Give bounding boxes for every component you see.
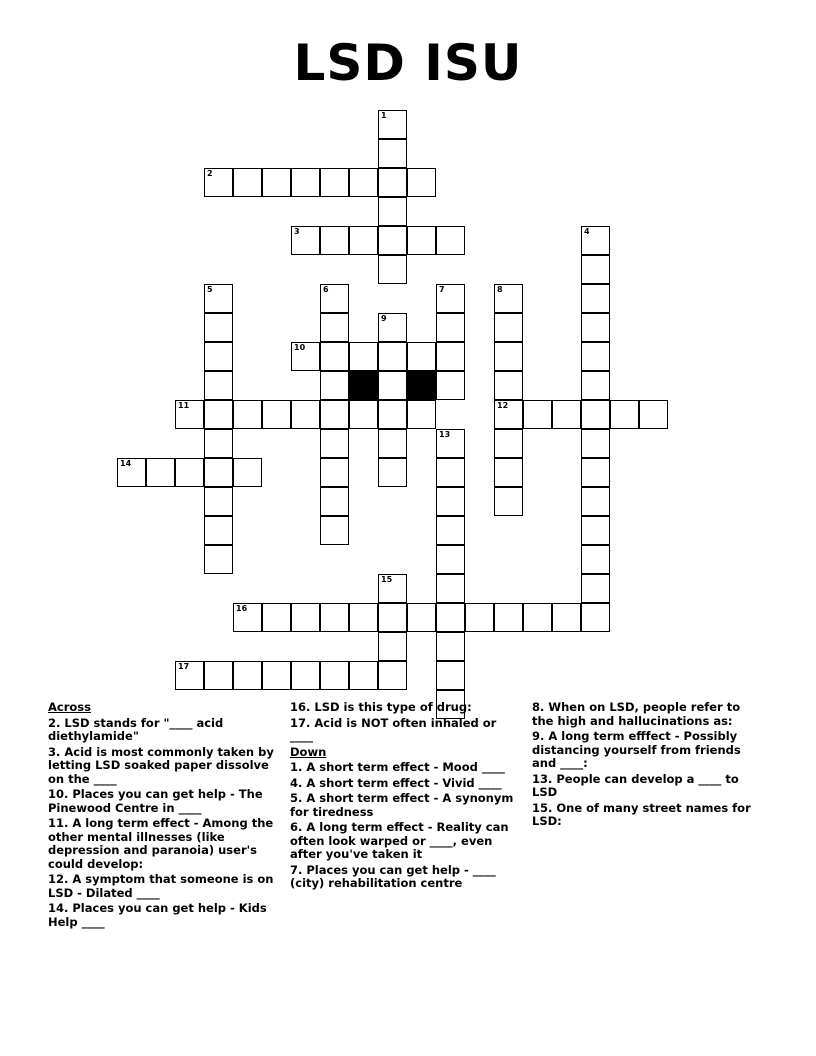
- clue-number: 9: [381, 314, 387, 323]
- grid-cell[interactable]: [204, 400, 233, 429]
- down-clue-list-1: [290, 761, 520, 891]
- grid-cell[interactable]: [291, 661, 320, 690]
- down-heading: Down: [290, 744, 327, 759]
- down-clue-list-2: [532, 701, 762, 829]
- grid-cell[interactable]: [407, 168, 436, 197]
- grid-cell[interactable]: [378, 168, 407, 197]
- grid-cell[interactable]: [233, 400, 262, 429]
- clues-column-1: [48, 701, 278, 931]
- clue-item-text: LSD is this type of drug:: [310, 700, 472, 714]
- grid-cell[interactable]: [581, 371, 610, 400]
- grid-cell[interactable]: [436, 516, 465, 545]
- clue-item-text: When on LSD, people refer to the high and hallucinations as:: [532, 700, 741, 728]
- grid-cell[interactable]: [320, 603, 349, 632]
- grid-cell[interactable]: [407, 342, 436, 371]
- clue-item-number: 10.: [48, 787, 69, 801]
- grid-cell[interactable]: [204, 284, 233, 313]
- grid-cell[interactable]: [291, 342, 320, 371]
- grid-cell[interactable]: [262, 400, 291, 429]
- grid-cell[interactable]: [320, 313, 349, 342]
- across-heading: Across: [48, 700, 91, 714]
- grid-cell[interactable]: [378, 429, 407, 458]
- grid-cell[interactable]: [378, 603, 407, 632]
- clue-number: 5: [207, 285, 213, 294]
- grid-cell[interactable]: [552, 400, 581, 429]
- grid-cell[interactable]: [291, 400, 320, 429]
- clue-item-text: A symptom that someone is on LSD - Dilated ____: [48, 872, 274, 900]
- clue-item: [48, 873, 278, 900]
- clue-item-text: A long term efffect - Possibly distancing yourself from friends and ____:: [532, 729, 741, 770]
- grid-cell[interactable]: [204, 371, 233, 400]
- clue-number: 4: [584, 227, 590, 236]
- grid-cell[interactable]: [378, 574, 407, 603]
- clue-item-text: A short term effect - Mood ____: [302, 760, 505, 774]
- clue-number: 6: [323, 285, 329, 294]
- grid-cell[interactable]: [378, 371, 407, 400]
- clue-number: 13: [439, 430, 451, 439]
- grid-cell[interactable]: [436, 371, 465, 400]
- clue-item-number: 12.: [48, 872, 69, 886]
- grid-cell[interactable]: [494, 429, 523, 458]
- grid-cell[interactable]: [581, 255, 610, 284]
- clue-item: [48, 817, 278, 871]
- grid-cell[interactable]: [581, 458, 610, 487]
- clue-number: 15: [381, 575, 393, 584]
- grid-cell[interactable]: [407, 226, 436, 255]
- grid-cell[interactable]: [291, 603, 320, 632]
- grid-cell[interactable]: [436, 632, 465, 661]
- grid-cell[interactable]: [320, 284, 349, 313]
- grid-cell[interactable]: [581, 574, 610, 603]
- grid-cell[interactable]: [204, 313, 233, 342]
- grid-cell[interactable]: [204, 487, 233, 516]
- clue-item-text: A long term effect - Reality can often look warped or ____, even after you've taken it: [290, 820, 509, 861]
- clue-number: 16: [236, 604, 248, 613]
- grid-cell[interactable]: [262, 661, 291, 690]
- clue-item: [290, 792, 520, 819]
- clues-column-2: [290, 701, 520, 893]
- clue-number: 11: [178, 401, 190, 410]
- clue-item-number: 9.: [532, 729, 545, 743]
- grid-cell[interactable]: [639, 400, 668, 429]
- grid-cell[interactable]: [204, 429, 233, 458]
- clue-number: 8: [497, 285, 503, 294]
- clue-item: [48, 746, 278, 787]
- grid-cell[interactable]: [581, 400, 610, 429]
- puzzle-title: LSD ISU: [293, 34, 523, 92]
- clue-item-text: A short term effect - Vivid ____: [302, 775, 502, 790]
- grid-cell[interactable]: [436, 313, 465, 342]
- clue-number: 10: [294, 343, 306, 352]
- grid-cell[interactable]: [581, 603, 610, 632]
- clue-item: [532, 773, 762, 800]
- grid-cell[interactable]: [436, 574, 465, 603]
- clues-column-3: [532, 701, 762, 831]
- grid-cell[interactable]: [436, 284, 465, 313]
- clue-item-number: 8.: [532, 700, 545, 714]
- clue-item-number: 16.: [290, 700, 311, 714]
- clue-item-text: Acid is NOT often inhaled or ____: [290, 715, 497, 743]
- clue-item: [290, 701, 520, 715]
- clue-item-text: People can develop a ____ to LSD: [532, 771, 739, 799]
- grid-cell[interactable]: [407, 400, 436, 429]
- clue-item-number: 11.: [48, 816, 69, 830]
- grid-cell[interactable]: [494, 400, 523, 429]
- grid-cell[interactable]: [349, 661, 378, 690]
- grid-cell[interactable]: [378, 197, 407, 226]
- grid-cell[interactable]: [523, 603, 552, 632]
- clue-number: 3: [294, 227, 300, 236]
- grid-cell[interactable]: [204, 342, 233, 371]
- grid-cell[interactable]: [291, 168, 320, 197]
- clue-item-number: 14.: [48, 901, 69, 915]
- clue-item: [532, 730, 762, 771]
- clue-item-text: Acid is most commonly taken by letting LSD soaked paper dissolve on the ____: [48, 744, 274, 786]
- grid-cell[interactable]: [494, 603, 523, 632]
- grid-cell[interactable]: [581, 516, 610, 545]
- grid-cell[interactable]: [581, 284, 610, 313]
- grid-cell[interactable]: [378, 226, 407, 255]
- grid-cell[interactable]: [349, 603, 378, 632]
- grid-cell[interactable]: [204, 168, 233, 197]
- grid-cell[interactable]: [175, 400, 204, 429]
- grid-cell[interactable]: [465, 603, 494, 632]
- grid-cell[interactable]: [610, 400, 639, 429]
- grid-cell[interactable]: [523, 400, 552, 429]
- grid-cell[interactable]: [378, 255, 407, 284]
- clue-item-number: 1.: [290, 760, 303, 774]
- clue-item-number: 17.: [290, 715, 311, 730]
- clue-item: [48, 717, 278, 744]
- clue-item: [532, 802, 762, 829]
- clue-number: 1: [381, 111, 387, 120]
- grid-cell[interactable]: [581, 487, 610, 516]
- grid-cell[interactable]: [204, 516, 233, 545]
- grid-cell[interactable]: [494, 487, 523, 516]
- grid-cell[interactable]: [262, 603, 291, 632]
- clue-number: 17: [178, 662, 190, 671]
- grid-cell[interactable]: [320, 458, 349, 487]
- grid-cell[interactable]: [436, 226, 465, 255]
- grid-cell[interactable]: [581, 342, 610, 371]
- grid-cell[interactable]: [436, 342, 465, 371]
- grid-cell[interactable]: [552, 603, 581, 632]
- clue-number: 2: [207, 169, 213, 178]
- grid-cell[interactable]: [436, 545, 465, 574]
- grid-cell[interactable]: [233, 661, 262, 690]
- clue-item-text: Places you can get help - Kids Help ____: [48, 901, 267, 929]
- shaded-cell: [407, 371, 436, 400]
- grid-cell[interactable]: [320, 487, 349, 516]
- grid-cell[interactable]: [320, 226, 349, 255]
- clue-item-text: A short term effect - A synonym for tiredness: [290, 791, 514, 819]
- grid-cell[interactable]: [320, 429, 349, 458]
- grid-cell[interactable]: [378, 110, 407, 139]
- grid-cell[interactable]: [349, 400, 378, 429]
- clue-number: 7: [439, 285, 445, 294]
- grid-cell[interactable]: [204, 458, 233, 487]
- grid-cell[interactable]: [436, 487, 465, 516]
- grid-cell[interactable]: [204, 661, 233, 690]
- grid-cell[interactable]: [320, 661, 349, 690]
- clue-item-number: 7.: [290, 862, 303, 877]
- shaded-cell: [349, 371, 378, 400]
- grid-cell[interactable]: [581, 545, 610, 574]
- grid-cell[interactable]: [233, 603, 262, 632]
- grid-cell[interactable]: [494, 342, 523, 371]
- grid-cell[interactable]: [320, 516, 349, 545]
- grid-cell[interactable]: [320, 400, 349, 429]
- grid-cell[interactable]: [407, 603, 436, 632]
- clue-number: 14: [120, 459, 132, 468]
- clue-item-number: 4.: [290, 775, 303, 790]
- grid-cell[interactable]: [581, 429, 610, 458]
- clue-item-number: 2.: [48, 715, 61, 730]
- grid-cell[interactable]: [233, 458, 262, 487]
- grid-cell[interactable]: [378, 400, 407, 429]
- grid-cell[interactable]: [378, 632, 407, 661]
- grid-cell[interactable]: [349, 342, 378, 371]
- grid-cell[interactable]: [175, 661, 204, 690]
- clue-item-text: One of many street names for LSD:: [532, 800, 751, 828]
- clue-item-number: 3.: [48, 744, 61, 759]
- grid-cell[interactable]: [233, 168, 262, 197]
- grid-cell[interactable]: [291, 226, 320, 255]
- grid-cell[interactable]: [494, 371, 523, 400]
- clue-item: [532, 701, 762, 728]
- clue-item-number: 15.: [532, 800, 553, 815]
- grid-cell[interactable]: [320, 342, 349, 371]
- grid-cell[interactable]: [494, 284, 523, 313]
- clue-item: [48, 788, 278, 815]
- grid-cell[interactable]: [581, 226, 610, 255]
- grid-cell[interactable]: [378, 458, 407, 487]
- grid-cell[interactable]: [494, 313, 523, 342]
- clue-item: [290, 777, 520, 791]
- grid-cell[interactable]: [378, 342, 407, 371]
- grid-cell[interactable]: [494, 458, 523, 487]
- across-clue-list-2: [290, 701, 520, 744]
- clue-number: 12: [497, 401, 509, 410]
- grid-cell[interactable]: [436, 603, 465, 632]
- clue-item-number: 13.: [532, 771, 553, 786]
- clue-item-text: Places you can get help - ____ (city) rehabilitation centre: [290, 862, 496, 890]
- grid-cell[interactable]: [320, 371, 349, 400]
- grid-cell[interactable]: [436, 429, 465, 458]
- clue-item: [290, 821, 520, 862]
- clue-item: [290, 761, 520, 775]
- grid-cell[interactable]: [436, 458, 465, 487]
- grid-cell[interactable]: [378, 661, 407, 690]
- grid-cell[interactable]: [378, 313, 407, 342]
- clue-item-text: LSD stands for "____ acid diethylamide": [48, 715, 224, 743]
- clue-item: [290, 717, 520, 744]
- grid-cell[interactable]: [378, 139, 407, 168]
- grid-cell[interactable]: [204, 545, 233, 574]
- clue-item: [48, 902, 278, 929]
- grid-cell[interactable]: [146, 458, 175, 487]
- grid-cell[interactable]: [175, 458, 204, 487]
- clue-item-number: 5.: [290, 791, 303, 805]
- clue-item: [290, 864, 520, 891]
- grid-cell[interactable]: [262, 168, 291, 197]
- clue-item-number: 6.: [290, 820, 303, 834]
- grid-cell[interactable]: [117, 458, 146, 487]
- grid-cell[interactable]: [349, 226, 378, 255]
- grid-cell[interactable]: [581, 313, 610, 342]
- grid-cell[interactable]: [320, 168, 349, 197]
- clue-item-text: Places you can get help - The Pinewood Centre in ____: [48, 787, 263, 815]
- clue-item-text: A long term effect - Among the other mental illnesses (like depression and paranoia) user's could develop:: [48, 816, 274, 871]
- across-clue-list-1: [48, 717, 278, 930]
- grid-cell[interactable]: [436, 661, 465, 690]
- grid-cell[interactable]: [349, 168, 378, 197]
